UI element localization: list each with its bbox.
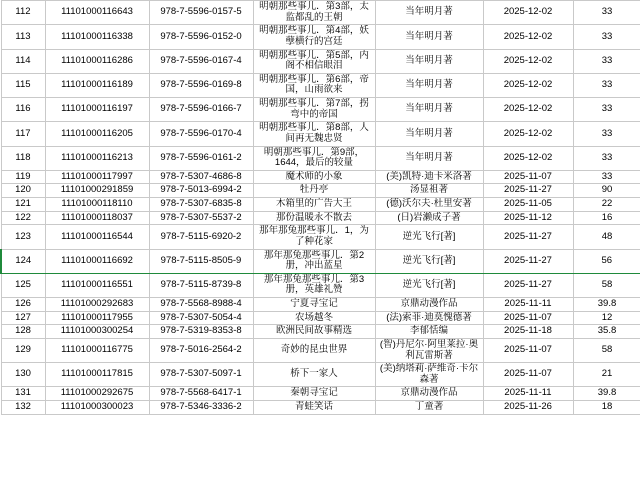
cell-price[interactable]: 18 bbox=[573, 401, 640, 415]
cell-title[interactable]: 欧洲民间故事精选 bbox=[253, 325, 375, 339]
cell-title[interactable]: 农场越冬 bbox=[253, 311, 375, 325]
cell-title[interactable]: 那份温暖永不散去 bbox=[253, 211, 375, 225]
cell-isbn[interactable]: 978-7-5016-2564-2 bbox=[149, 338, 253, 362]
cell-book-code[interactable]: 11101000116197 bbox=[45, 98, 149, 122]
cell-index[interactable]: 121 bbox=[1, 198, 45, 212]
cell-index[interactable]: 118 bbox=[1, 146, 45, 170]
cell-index[interactable]: 125 bbox=[1, 273, 45, 297]
cell-title[interactable]: 桥下一家人 bbox=[253, 363, 375, 387]
cell-isbn[interactable]: 978-7-5596-0170-4 bbox=[149, 122, 253, 146]
cell-publish-date[interactable]: 2025-11-27 bbox=[483, 249, 573, 273]
cell-isbn[interactable]: 978-7-5307-5054-4 bbox=[149, 311, 253, 325]
cell-isbn[interactable]: 978-7-5346-3336-2 bbox=[149, 401, 253, 415]
cell-publish-date[interactable]: 2025-12-02 bbox=[483, 98, 573, 122]
cell-index[interactable]: 124 bbox=[1, 249, 45, 273]
cell-publish-date[interactable]: 2025-12-02 bbox=[483, 122, 573, 146]
cell-price[interactable]: 33 bbox=[573, 1, 640, 25]
cell-title[interactable]: 明朝那些事儿．第4部，妖孽横行的宫廷 bbox=[253, 25, 375, 49]
cell-author[interactable]: 逆光飞行[著] bbox=[375, 273, 483, 297]
cell-author[interactable]: 京鼎动漫作品 bbox=[375, 387, 483, 401]
cell-author[interactable]: (智)丹尼尔·阿里莱拉·奥利瓦雷斯著 bbox=[375, 338, 483, 362]
cell-title[interactable]: 木箱里的广告大王 bbox=[253, 198, 375, 212]
cell-author[interactable]: 当年明月著 bbox=[375, 73, 483, 97]
cell-index[interactable]: 114 bbox=[1, 49, 45, 73]
cell-book-code[interactable]: 11101000300254 bbox=[45, 325, 149, 339]
cell-book-code[interactable]: 11101000116213 bbox=[45, 146, 149, 170]
cell-title[interactable]: 明朝那些事儿．第3部，太监都乱的王朝 bbox=[253, 1, 375, 25]
cell-publish-date[interactable]: 2025-11-11 bbox=[483, 387, 573, 401]
table-row[interactable] bbox=[1, 25, 640, 49]
cell-title[interactable]: 魔术师的小象 bbox=[253, 170, 375, 184]
table-row[interactable] bbox=[1, 170, 640, 184]
cell-title[interactable]: 那年那兔那些事儿．第2册，冲出蓝星 bbox=[253, 249, 375, 273]
cell-book-code[interactable]: 11101000116189 bbox=[45, 73, 149, 97]
cell-title[interactable]: 秦朝寻宝记 bbox=[253, 387, 375, 401]
cell-author[interactable]: 逆光飞行[著] bbox=[375, 249, 483, 273]
cell-price[interactable]: 22 bbox=[573, 198, 640, 212]
cell-isbn[interactable]: 978-7-5596-0152-0 bbox=[149, 25, 253, 49]
cell-index[interactable]: 132 bbox=[1, 401, 45, 415]
table-row[interactable] bbox=[1, 198, 640, 212]
cell-price[interactable]: 35.8 bbox=[573, 325, 640, 339]
cell-author[interactable]: (美)凯特·迪卡米洛著 bbox=[375, 170, 483, 184]
cell-book-code[interactable]: 11101000291859 bbox=[45, 184, 149, 198]
table-row[interactable] bbox=[1, 49, 640, 73]
cell-author[interactable]: 当年明月著 bbox=[375, 146, 483, 170]
cell-author[interactable]: (美)纳塔莉·萨维奇·卡尔森著 bbox=[375, 363, 483, 387]
cell-isbn[interactable]: 978-7-5596-0166-7 bbox=[149, 98, 253, 122]
cell-isbn[interactable]: 978-7-5596-0169-8 bbox=[149, 73, 253, 97]
cell-book-code[interactable]: 11101000116551 bbox=[45, 273, 149, 297]
table-body bbox=[1, 1, 640, 415]
cell-publish-date[interactable]: 2025-11-18 bbox=[483, 325, 573, 339]
cell-price[interactable]: 58 bbox=[573, 273, 640, 297]
cell-title[interactable]: 牡丹亭 bbox=[253, 184, 375, 198]
cell-index[interactable]: 128 bbox=[1, 325, 45, 339]
cell-publish-date[interactable]: 2025-12-02 bbox=[483, 73, 573, 97]
cell-book-code[interactable]: 11101000117997 bbox=[45, 170, 149, 184]
cell-book-code[interactable]: 11101000116286 bbox=[45, 49, 149, 73]
cell-author[interactable]: 当年明月著 bbox=[375, 98, 483, 122]
cell-title[interactable]: 那年那兔那些事儿．第3册，英雄礼赞 bbox=[253, 273, 375, 297]
table-row[interactable] bbox=[1, 98, 640, 122]
cell-index[interactable]: 130 bbox=[1, 363, 45, 387]
cell-index[interactable]: 119 bbox=[1, 170, 45, 184]
cell-index[interactable]: 126 bbox=[1, 298, 45, 312]
cell-price[interactable]: 33 bbox=[573, 49, 640, 73]
cell-author[interactable]: 当年明月著 bbox=[375, 1, 483, 25]
cell-title[interactable]: 宁夏寻宝记 bbox=[253, 298, 375, 312]
cell-price[interactable]: 56 bbox=[573, 249, 640, 273]
cell-index[interactable]: 116 bbox=[1, 98, 45, 122]
table-row[interactable] bbox=[1, 401, 640, 415]
cell-title[interactable]: 青蛙笑话 bbox=[253, 401, 375, 415]
table-row[interactable] bbox=[1, 73, 640, 97]
cell-title[interactable]: 明朝那些事儿．第5部，内阁不相信眼泪 bbox=[253, 49, 375, 73]
cell-publish-date[interactable]: 2025-12-02 bbox=[483, 1, 573, 25]
cell-book-code[interactable]: 11101000116205 bbox=[45, 122, 149, 146]
cell-price[interactable]: 33 bbox=[573, 122, 640, 146]
cell-author[interactable]: (日)岩濑成子著 bbox=[375, 211, 483, 225]
table-row[interactable] bbox=[1, 211, 640, 225]
cell-price[interactable]: 12 bbox=[573, 311, 640, 325]
cell-book-code[interactable]: 11101000117815 bbox=[45, 363, 149, 387]
cell-book-code[interactable]: 11101000116338 bbox=[45, 25, 149, 49]
cell-index[interactable]: 112 bbox=[1, 1, 45, 25]
cell-publish-date[interactable]: 2025-12-02 bbox=[483, 25, 573, 49]
cell-author[interactable]: (德)沃尔夫·杜里安著 bbox=[375, 198, 483, 212]
cell-index[interactable]: 122 bbox=[1, 211, 45, 225]
cell-index[interactable]: 123 bbox=[1, 225, 45, 249]
cell-index[interactable]: 115 bbox=[1, 73, 45, 97]
cell-price[interactable]: 39.8 bbox=[573, 298, 640, 312]
cell-publish-date[interactable]: 2025-11-12 bbox=[483, 211, 573, 225]
table-row[interactable] bbox=[1, 387, 640, 401]
cell-publish-date[interactable]: 2025-11-27 bbox=[483, 225, 573, 249]
cell-publish-date[interactable]: 2025-11-05 bbox=[483, 198, 573, 212]
cell-title[interactable]: 那年那兔那些事儿．1，为了种花家 bbox=[253, 225, 375, 249]
cell-book-code[interactable]: 11101000300023 bbox=[45, 401, 149, 415]
cell-book-code[interactable]: 11101000118110 bbox=[45, 198, 149, 212]
cell-book-code[interactable]: 11101000117955 bbox=[45, 311, 149, 325]
cell-index[interactable]: 120 bbox=[1, 184, 45, 198]
table-row[interactable] bbox=[1, 225, 640, 249]
cell-price[interactable]: 39.8 bbox=[573, 387, 640, 401]
cell-author[interactable]: 汤显祖著 bbox=[375, 184, 483, 198]
cell-book-code[interactable]: 11101000292683 bbox=[45, 298, 149, 312]
cell-isbn[interactable]: 978-7-5013-6994-2 bbox=[149, 184, 253, 198]
cell-publish-date[interactable]: 2025-12-02 bbox=[483, 49, 573, 73]
cell-author[interactable]: 李郁恬编 bbox=[375, 325, 483, 339]
cell-isbn[interactable]: 978-7-5568-6417-1 bbox=[149, 387, 253, 401]
cell-title[interactable]: 明朝那些事儿．第9部，1644，最后的较量 bbox=[253, 146, 375, 170]
cell-price[interactable]: 33 bbox=[573, 73, 640, 97]
cell-book-code[interactable]: 11101000292675 bbox=[45, 387, 149, 401]
table-row[interactable] bbox=[1, 1, 640, 25]
cell-isbn[interactable]: 978-7-5115-8739-8 bbox=[149, 273, 253, 297]
cell-isbn[interactable]: 978-7-5115-8505-9 bbox=[149, 249, 253, 273]
cell-index[interactable]: 131 bbox=[1, 387, 45, 401]
cell-author[interactable]: 当年明月著 bbox=[375, 25, 483, 49]
cell-book-code[interactable]: 11101000116544 bbox=[45, 225, 149, 249]
cell-price[interactable]: 21 bbox=[573, 363, 640, 387]
cell-publish-date[interactable]: 2025-11-07 bbox=[483, 338, 573, 362]
cell-author[interactable]: 逆光飞行[著] bbox=[375, 225, 483, 249]
cell-publish-date[interactable]: 2025-11-27 bbox=[483, 184, 573, 198]
table-row[interactable] bbox=[1, 146, 640, 170]
table-row[interactable] bbox=[1, 338, 640, 362]
cell-book-code[interactable]: 11101000116643 bbox=[45, 1, 149, 25]
cell-index[interactable]: 117 bbox=[1, 122, 45, 146]
cell-isbn[interactable]: 978-7-5115-6920-2 bbox=[149, 225, 253, 249]
cell-index[interactable]: 127 bbox=[1, 311, 45, 325]
table-row[interactable] bbox=[1, 184, 640, 198]
cell-isbn[interactable]: 978-7-5596-0157-5 bbox=[149, 1, 253, 25]
cell-isbn[interactable]: 978-7-5596-0161-2 bbox=[149, 146, 253, 170]
cell-price[interactable]: 58 bbox=[573, 338, 640, 362]
cell-price[interactable]: 33 bbox=[573, 98, 640, 122]
cell-index[interactable]: 129 bbox=[1, 338, 45, 362]
cell-isbn[interactable]: 978-7-5307-4686-8 bbox=[149, 170, 253, 184]
table-row[interactable] bbox=[1, 325, 640, 339]
table-row[interactable] bbox=[1, 273, 640, 297]
cell-price[interactable]: 90 bbox=[573, 184, 640, 198]
cell-author[interactable]: 京鼎动漫作品 bbox=[375, 298, 483, 312]
cell-publish-date[interactable]: 2025-12-02 bbox=[483, 146, 573, 170]
cell-author[interactable]: 当年明月著 bbox=[375, 122, 483, 146]
cell-publish-date[interactable]: 2025-11-07 bbox=[483, 363, 573, 387]
table-row[interactable] bbox=[1, 363, 640, 387]
cell-title[interactable]: 明朝那些事儿．第7部，拐弯中的帝国 bbox=[253, 98, 375, 122]
cell-price[interactable]: 48 bbox=[573, 225, 640, 249]
cell-isbn[interactable]: 978-7-5596-0167-4 bbox=[149, 49, 253, 73]
cell-author[interactable]: 丁童著 bbox=[375, 401, 483, 415]
cell-price[interactable]: 33 bbox=[573, 25, 640, 49]
cell-title[interactable]: 明朝那些事儿．第8部，人间再无魏忠贤 bbox=[253, 122, 375, 146]
table-row[interactable] bbox=[1, 249, 640, 273]
table-row[interactable] bbox=[1, 298, 640, 312]
cell-publish-date[interactable]: 2025-11-26 bbox=[483, 401, 573, 415]
cell-price[interactable]: 33 bbox=[573, 170, 640, 184]
cell-publish-date[interactable]: 2025-11-27 bbox=[483, 273, 573, 297]
cell-author[interactable]: 当年明月著 bbox=[375, 49, 483, 73]
cell-isbn[interactable]: 978-7-5307-5097-1 bbox=[149, 363, 253, 387]
cell-isbn[interactable]: 978-7-5307-6835-8 bbox=[149, 198, 253, 212]
cell-price[interactable]: 16 bbox=[573, 211, 640, 225]
table-row[interactable] bbox=[1, 311, 640, 325]
cell-price[interactable]: 33 bbox=[573, 146, 640, 170]
table-row[interactable] bbox=[1, 122, 640, 146]
cell-book-code[interactable]: 11101000116692 bbox=[45, 249, 149, 273]
cell-book-code[interactable]: 11101000118037 bbox=[45, 211, 149, 225]
cell-title[interactable]: 奇妙的昆虫世界 bbox=[253, 338, 375, 362]
cell-isbn[interactable]: 978-7-5568-8988-4 bbox=[149, 298, 253, 312]
cell-author[interactable]: (法)索菲·迪莫愧德著 bbox=[375, 311, 483, 325]
cell-isbn[interactable]: 978-7-5307-5537-2 bbox=[149, 211, 253, 225]
cell-isbn[interactable]: 978-7-5319-8353-8 bbox=[149, 325, 253, 339]
cell-publish-date[interactable]: 2025-11-11 bbox=[483, 298, 573, 312]
cell-book-code[interactable]: 11101000116775 bbox=[45, 338, 149, 362]
cell-index[interactable]: 113 bbox=[1, 25, 45, 49]
cell-publish-date[interactable]: 2025-11-07 bbox=[483, 170, 573, 184]
cell-publish-date[interactable]: 2025-11-07 bbox=[483, 311, 573, 325]
cell-title[interactable]: 明朝那些事儿．第6部，帝国，山雨欲来 bbox=[253, 73, 375, 97]
